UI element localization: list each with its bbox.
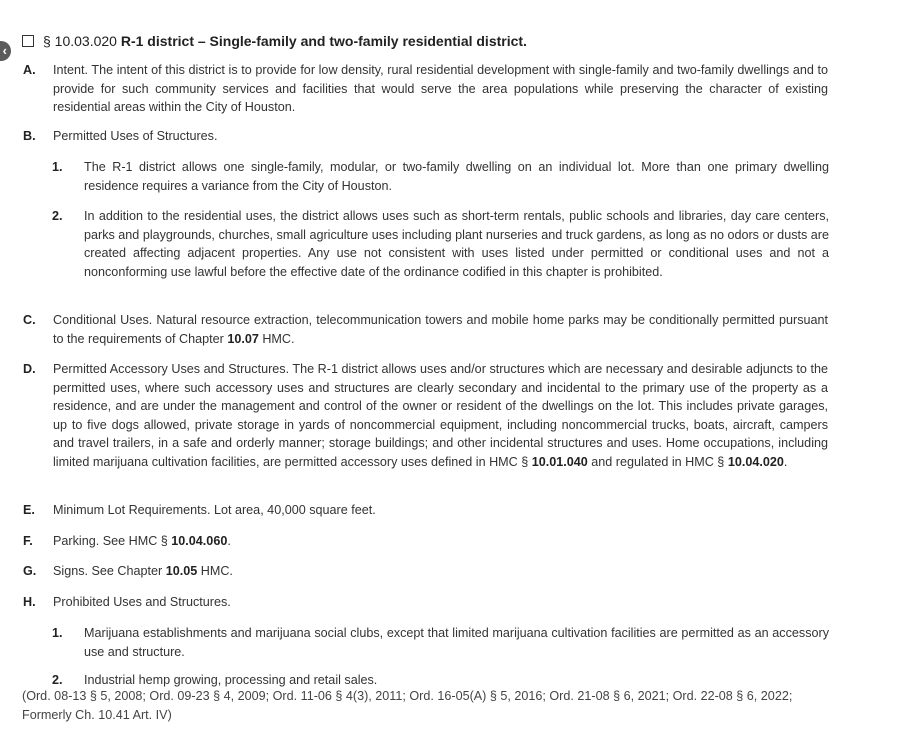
subsection-text: Signs. See Chapter 10.05 HMC. (53, 564, 233, 578)
subsection-letter: F. (23, 534, 33, 548)
section-name: R-1 district – Single-family and two-family residential district. (120, 33, 527, 49)
subsection-letter: G. (23, 564, 37, 578)
history-note: (Ord. 08-13 § 5, 2008; Ord. 09-23 § 4, 2009; Ord. 11-06 § 4(3), 2011; Ord. 16-05(A) § 5, 2016; Ord. 21-08 § 6, 2021; Ord. 22-08 § 6, 2022; Formerly Ch. 10.41 Art. IV) (22, 689, 793, 722)
subsection-letter: H. (23, 595, 36, 609)
section-title (43, 33, 527, 49)
subsection-text: Intent. The intent of this district is to provide for low density, rural residential development with single-family and two-family dwellings and to provide for such community services and facilities that would serve the area populations while preserving the character of existing residential areas within the City of Houston. (53, 63, 828, 114)
subsection-text: Permitted Uses of Structures. (53, 129, 218, 143)
subsection-text: Parking. See HMC § 10.04.060. (53, 534, 231, 548)
subsection-letter: C. (23, 313, 36, 327)
section-header (22, 33, 527, 49)
subsection-text: Marijuana establishments and marijuana social clubs, except that limited marijuana cultivation facilities are permitted as an accessory use and structure. (84, 626, 829, 659)
subsection-text: Conditional Uses. Natural resource extraction, telecommunication towers and mobile home parks may be conditionally permitted pursuant to the requirements of Chapter 10.07 HMC. (53, 313, 828, 346)
chevron-left-icon[interactable]: ‹ (0, 41, 11, 61)
section-checkbox[interactable] (22, 35, 34, 47)
subsection-number: 1. (52, 626, 63, 640)
subsection-text: Permitted Accessory Uses and Structures. The R-1 district allows uses and/or structures which are necessary and desirable adjuncts to the permitted uses, where such accessory uses and structures are clearly secondary and incidental to the primary use of the property as a residence, and are under the management and control of the owner or resident of the dwellings on the lot. This includes private garages, up to five dogs allowed, private storage in yards of noncommercial equipment, including noncommercial trucks, boats, aircraft, campers and travel trailers, in a safe and orderly manner; storage buildings; and other incidental structures and uses. Home occupations, including limited marijuana cultivation facilities, are permitted accessory uses defined in HMC § 10.01.040 and regulated in HMC § 10.04.020. (53, 362, 828, 469)
subsection-text: Prohibited Uses and Structures. (53, 595, 231, 609)
subsection-text: Industrial hemp growing, processing and retail sales. (84, 673, 378, 687)
subsection-letter: B. (23, 129, 36, 143)
subsection-letter: A. (23, 63, 36, 77)
hmc-link[interactable]: 10.01.040 (531, 454, 588, 469)
section-number: § 10.03.020 (43, 33, 117, 49)
subsection-text: The R-1 district allows one single-family, modular, or two-family dwelling on an individual lot. More than one primary dwelling residence requires a variance from the City of Houston. (84, 160, 829, 193)
subsection-text: Minimum Lot Requirements. Lot area, 40,000 square feet. (53, 503, 376, 517)
subsection-letter: D. (23, 362, 36, 376)
hmc-link[interactable]: 10.04.020 (727, 454, 784, 469)
chapter-link[interactable]: 10.05 (165, 564, 198, 578)
hmc-link[interactable]: 10.04.060 (171, 534, 228, 548)
subsection-number: 1. (52, 160, 63, 174)
chapter-link[interactable]: 10.07 (227, 331, 259, 346)
subsection-letter: E. (23, 503, 35, 517)
subsection-number: 2. (52, 209, 63, 223)
subsection-number: 2. (52, 673, 63, 687)
subsection-text: In addition to the residential uses, the district allows uses such as short-term rentals, public schools and libraries, day care centers, parks and playgrounds, churches, small agriculture uses including plant nurseries and truck gardens, as long as no odors or dusts are created affecting adjacent properties. Any use not consistent with uses listed under permitted or conditional uses and not a nonconforming use lawful before the effective date of the ordinance codified in this chapter is prohibited. (84, 209, 829, 279)
